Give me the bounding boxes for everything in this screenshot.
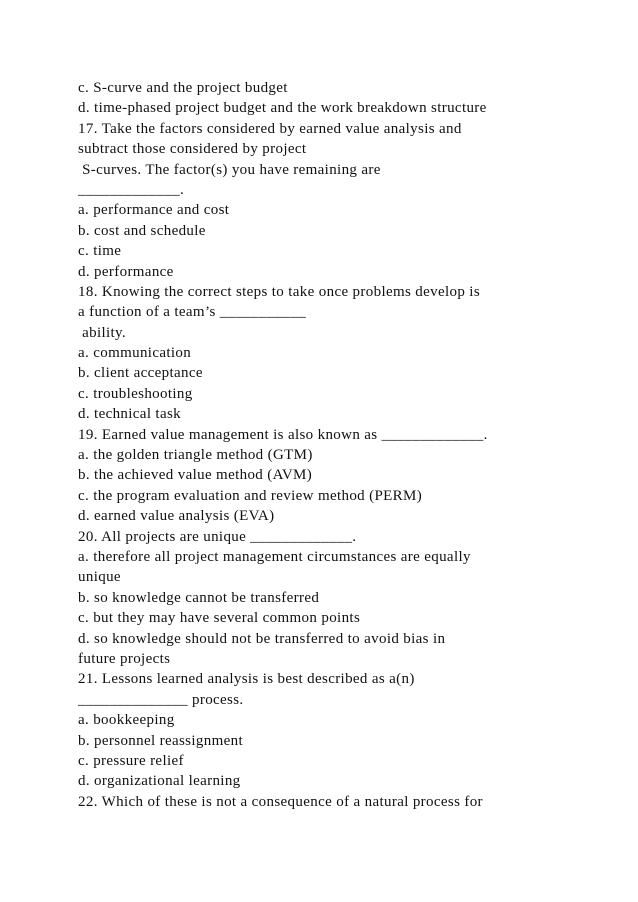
- option-a: a. therefore all project management circumstances are equally: [78, 548, 471, 565]
- option-a: a. bookkeeping: [78, 712, 175, 729]
- option-a: a. communication: [78, 345, 192, 362]
- option-d: d. so knowledge should not be transferred to avoid bias in: [78, 630, 446, 647]
- text-line: S-curves. The factor(s) you have remaining are: [78, 161, 381, 178]
- option-a: a. performance and cost: [78, 202, 230, 219]
- option-b: b. so knowledge cannot be transferred: [78, 589, 320, 606]
- option-c: c. but they may have several common points: [78, 610, 361, 627]
- text-line: unique: [78, 569, 121, 586]
- option-b: b. client acceptance: [78, 365, 203, 382]
- option-c: c. time: [78, 243, 122, 260]
- text-line: c. S-curve and the project budget: [78, 80, 288, 96]
- question-19: 19. Earned value management is also known as _____________.: [78, 426, 488, 443]
- document-text: [78, 78, 578, 812]
- option-d: d. performance: [78, 263, 174, 280]
- option-c: c. pressure relief: [78, 752, 184, 769]
- question-17: 17. Take the factors considered by earned value analysis and: [78, 120, 462, 137]
- text-line: a function of a team’s ___________: [78, 304, 307, 321]
- answer-blank: _____________.: [78, 181, 185, 198]
- option-b: b. the achieved value method (AVM): [78, 467, 313, 484]
- text-line: ability.: [78, 324, 127, 341]
- text-line: d. time-phased project budget and the work breakdown structure: [78, 100, 487, 117]
- option-b: b. personnel reassignment: [78, 732, 243, 749]
- option-c: c. the program evaluation and review method (PERM): [78, 487, 423, 504]
- question-21: 21. Lessons learned analysis is best described as a(n): [78, 671, 415, 688]
- option-d: d. organizational learning: [78, 773, 241, 790]
- text-line: future projects: [78, 650, 171, 667]
- text-line: ______________ process.: [78, 691, 244, 708]
- option-a: a. the golden triangle method (GTM): [78, 447, 313, 464]
- option-d: d. earned value analysis (EVA): [78, 508, 275, 525]
- option-d: d. technical task: [78, 406, 181, 423]
- text-line: subtract those considered by project: [78, 141, 307, 158]
- option-c: c. troubleshooting: [78, 385, 193, 402]
- option-b: b. cost and schedule: [78, 222, 206, 239]
- question-18: 18. Knowing the correct steps to take once problems develop is: [78, 283, 481, 300]
- question-20: 20. All projects are unique _____________.: [78, 528, 357, 545]
- question-22: 22. Which of these is not a consequence of a natural process for: [78, 793, 483, 810]
